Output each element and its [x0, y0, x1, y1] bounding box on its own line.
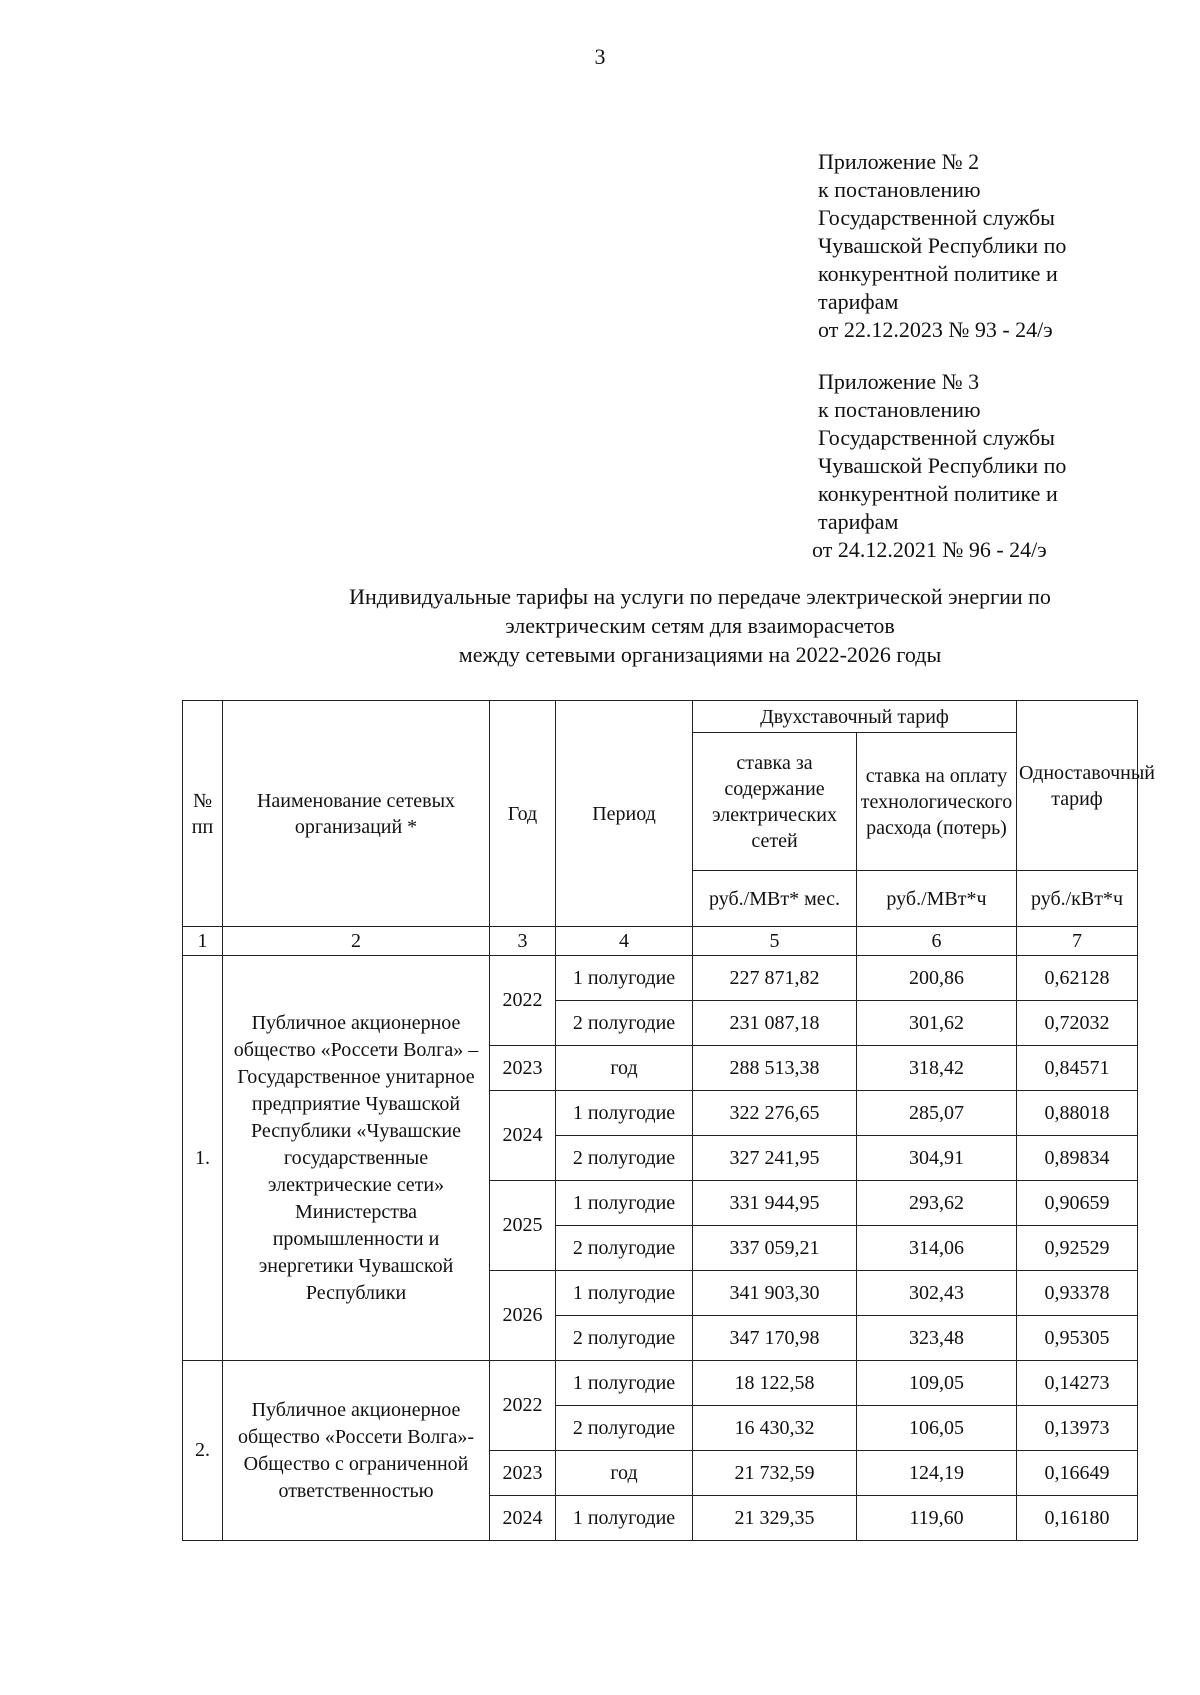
one-rate-value: 0,92529 [1017, 1226, 1138, 1271]
period-cell: 2 полугодие [556, 1226, 693, 1271]
page-number: 3 [594, 44, 606, 69]
appendix-line: конкурентной политике и [818, 261, 1058, 286]
header-num: № пп [183, 701, 223, 927]
year-cell: 2023 [490, 1451, 556, 1496]
appendix-line: Государственной службы [818, 425, 1055, 450]
year-cell: 2024 [490, 1091, 556, 1181]
appendix-line: к постановлению [818, 177, 981, 202]
appendix-line: от 22.12.2023 № 93 - 24/э [818, 317, 1053, 342]
one-rate-value: 0,62128 [1017, 956, 1138, 1001]
header-losses-rate: ставка на оплату технологического расхода (потерь) [857, 733, 1017, 871]
losses-value: 293,62 [857, 1181, 1017, 1226]
period-cell: 1 полугодие [556, 1496, 693, 1541]
column-number-row [183, 927, 1138, 956]
losses-value: 285,07 [857, 1091, 1017, 1136]
one-rate-value: 0,72032 [1017, 1001, 1138, 1046]
maintenance-value: 18 122,58 [693, 1361, 857, 1406]
losses-value: 200,86 [857, 956, 1017, 1001]
maintenance-value: 231 087,18 [693, 1001, 857, 1046]
maintenance-value: 322 276,65 [693, 1091, 857, 1136]
appendix-line: тарифам [818, 509, 899, 534]
year-cell: 2025 [490, 1181, 556, 1271]
appendix-line: к постановлению [818, 397, 981, 422]
appendix-line: тарифам [818, 289, 899, 314]
year-cell: 2023 [490, 1046, 556, 1091]
period-cell: 2 полугодие [556, 1406, 693, 1451]
maintenance-value: 347 170,98 [693, 1316, 857, 1361]
appendix-line: Чувашской Республики по [818, 233, 1067, 258]
year-cell: 2022 [490, 956, 556, 1046]
period-cell: 2 полугодие [556, 1001, 693, 1046]
one-rate-value: 0,88018 [1017, 1091, 1138, 1136]
appendix-2-block [818, 148, 1066, 344]
year-cell: 2026 [490, 1271, 556, 1361]
losses-value: 109,05 [857, 1361, 1017, 1406]
one-rate-value: 0,14273 [1017, 1361, 1138, 1406]
one-rate-value: 0,16649 [1017, 1451, 1138, 1496]
year-cell: 2022 [490, 1361, 556, 1451]
appendix-line: конкурентной политике и [818, 481, 1058, 506]
one-rate-value: 0,89834 [1017, 1136, 1138, 1181]
appendix-3-block [812, 368, 1067, 564]
one-rate-value: 0,93378 [1017, 1271, 1138, 1316]
column-number: 5 [693, 927, 857, 956]
appendix-line: Приложение № 2 [818, 149, 980, 174]
title-line: Индивидуальные тарифы на услуги по передаче электрической энергии по [349, 584, 1051, 609]
one-rate-value: 0,16180 [1017, 1496, 1138, 1541]
column-number: 1 [183, 927, 223, 956]
period-cell: 1 полугодие [556, 1271, 693, 1316]
maintenance-value: 327 241,95 [693, 1136, 857, 1181]
period-cell: год [556, 1046, 693, 1091]
tariff-table [182, 700, 1155, 1541]
column-number: 6 [857, 927, 1017, 956]
column-number: 3 [490, 927, 556, 956]
maintenance-value: 227 871,82 [693, 956, 857, 1001]
column-number: 2 [223, 927, 490, 956]
maintenance-value: 331 944,95 [693, 1181, 857, 1226]
one-rate-value: 0,13973 [1017, 1406, 1138, 1451]
period-cell: 1 полугодие [556, 1091, 693, 1136]
maintenance-value: 341 903,30 [693, 1271, 857, 1316]
table-row [183, 1361, 1138, 1406]
period-cell: 2 полугодие [556, 1136, 693, 1181]
document-title [270, 582, 1130, 669]
period-cell: 2 полугодие [556, 1316, 693, 1361]
title-line: между сетевыми организациями на 2022-2026 годы [458, 642, 942, 667]
maintenance-value: 21 329,35 [693, 1496, 857, 1541]
one-rate-value: 0,95305 [1017, 1316, 1138, 1361]
losses-value: 106,05 [857, 1406, 1017, 1451]
losses-value: 314,06 [857, 1226, 1017, 1271]
losses-value: 323,48 [857, 1316, 1017, 1361]
header-one-rate: Одноставочный тариф [1017, 701, 1138, 871]
column-number: 4 [556, 927, 693, 956]
unit-maintenance: руб./МВт* мес. [693, 871, 857, 927]
year-cell: 2024 [490, 1496, 556, 1541]
org-name: Публичное акционерное общество «Россети Волга» – Государственное унитарное предприятие Чувашской Республики «Чувашские государственные электрические сети» Министерства промышленности и энергетики Чувашской Республики [223, 956, 490, 1361]
period-cell: 1 полугодие [556, 1361, 693, 1406]
losses-value: 301,62 [857, 1001, 1017, 1046]
maintenance-value: 21 732,59 [693, 1451, 857, 1496]
appendix-line: Чувашской Республики по [818, 453, 1067, 478]
header-year: Год [490, 701, 556, 927]
header-maintenance-rate: ставка за содержание электрических сетей [693, 733, 857, 871]
losses-value: 119,60 [857, 1496, 1017, 1541]
maintenance-value: 288 513,38 [693, 1046, 857, 1091]
header-two-rate: Двухставочный тариф [693, 701, 1017, 733]
one-rate-value: 0,84571 [1017, 1046, 1138, 1091]
losses-value: 318,42 [857, 1046, 1017, 1091]
maintenance-value: 16 430,32 [693, 1406, 857, 1451]
appendix-line: от 24.12.2021 № 96 - 24/э [812, 537, 1047, 562]
org-name: Публичное акционерное общество «Россети Волга»- Общество с ограниченной ответственностью [223, 1361, 490, 1541]
title-line: электрическим сетям для взаиморасчетов [505, 613, 895, 638]
one-rate-value: 0,90659 [1017, 1181, 1138, 1226]
period-cell: 1 полугодие [556, 1181, 693, 1226]
header-period: Период [556, 701, 693, 927]
unit-one-rate: руб./кВт*ч [1017, 871, 1138, 927]
losses-value: 302,43 [857, 1271, 1017, 1316]
appendix-line: Приложение № 3 [818, 369, 980, 394]
losses-value: 124,19 [857, 1451, 1017, 1496]
unit-losses: руб./МВт*ч [857, 871, 1017, 927]
losses-value: 304,91 [857, 1136, 1017, 1181]
table-row [183, 956, 1138, 1001]
column-number: 7 [1017, 927, 1138, 956]
period-cell: 1 полугодие [556, 956, 693, 1001]
maintenance-value: 337 059,21 [693, 1226, 857, 1271]
header-org-name: Наименование сетевых организаций * [223, 701, 490, 927]
org-number: 2. [183, 1361, 223, 1541]
appendix-line: Государственной службы [818, 205, 1055, 230]
period-cell: год [556, 1451, 693, 1496]
org-number: 1. [183, 956, 223, 1361]
